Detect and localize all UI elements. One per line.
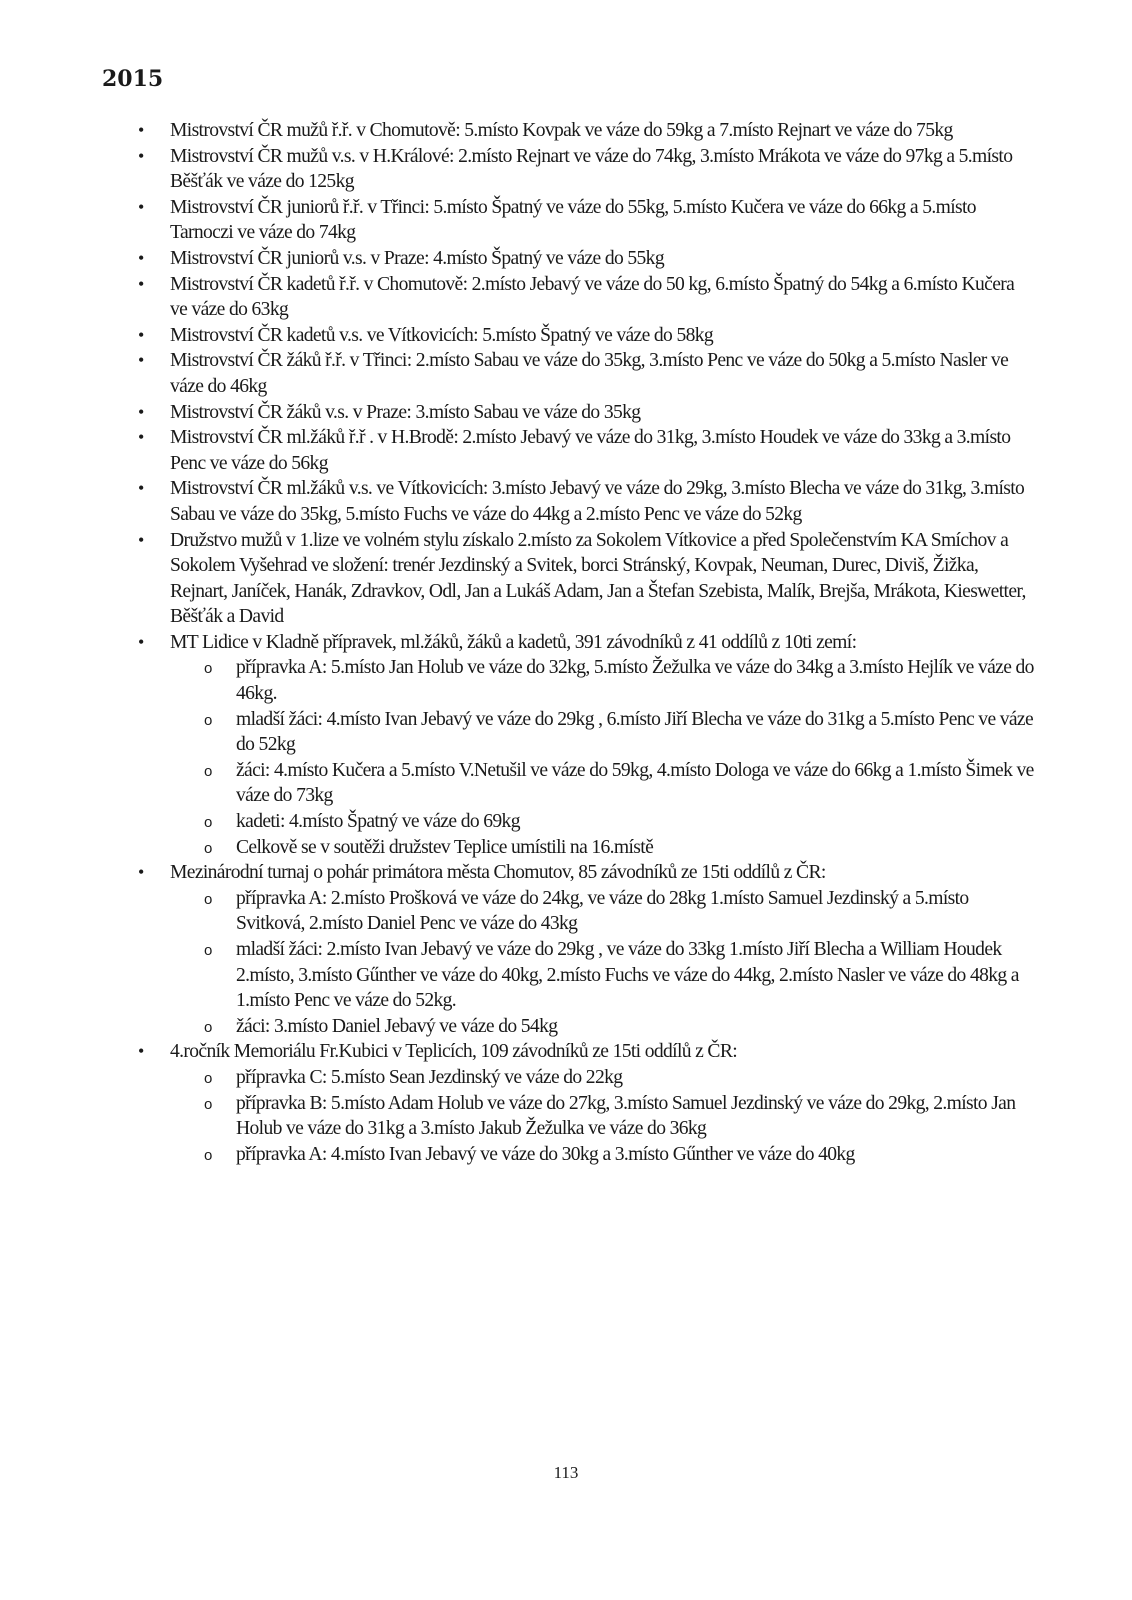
result-list-item	[134, 348, 1034, 399]
result-subitem: o žáci: 4.místo Kučera a 5.místo V.Netušil ve váze do 59kg, 4.místo Dologa ve váze do 66kg a 1.místo Šimek ve váze do 73kg	[170, 758, 1034, 809]
result-subitem-list	[170, 1065, 1034, 1167]
page-year-heading: 2015	[102, 66, 164, 92]
result-list-item	[134, 860, 1034, 1039]
result-list-item	[134, 528, 1034, 630]
page-number: 113	[553, 1463, 579, 1482]
result-item-text: Mistrovství ČR juniorů v.s. v Praze: 4.místo Špatný ve váze do 55kg	[170, 247, 664, 269]
result-subitem: o přípravka A: 2.místo Prošková ve váze do 24kg, ve váze do 28kg 1.místo Samuel Jezdinský a 5.místo Svitková, 2.místo Daniel Penc ve váze do 43kg	[170, 886, 1034, 937]
result-item-text: Mistrovství ČR juniorů ř.ř. v Třinci: 5.místo Špatný ve váze do 55kg, 5.místo Kučera ve váze do 66kg a 5.místo Tarnoczi ve váze do 74kg	[170, 196, 976, 244]
result-subitem-list	[170, 886, 1034, 1040]
result-list-item	[134, 272, 1034, 323]
result-list-item	[134, 195, 1034, 246]
result-item-text: Mistrovství ČR kadetů ř.ř. v Chomutově: 2.místo Jebavý ve váze do 50 kg, 6.místo Špatný do 54kg a 6.místo Kučera ve váze do 63kg	[170, 273, 1015, 321]
result-item-text: Mistrovství ČR mužů ř.ř. v Chomutově: 5.místo Kovpak ve váze do 59kg a 7.místo Rejnart ve váze do 75kg	[170, 120, 953, 141]
result-list-item	[134, 425, 1034, 476]
result-item-text: Mistrovství ČR kadetů v.s. ve Vítkovicích: 5.místo Špatný ve váze do 58kg	[170, 324, 714, 346]
result-subitem: o žáci: 3.místo Daniel Jebavý ve váze do 54kg	[170, 1014, 1034, 1040]
result-item-text: Mistrovství ČR žáků v.s. v Praze: 3.místo Sabau ve váze do 35kg	[170, 401, 641, 423]
result-list-item	[134, 400, 1034, 426]
result-list-item	[134, 323, 1034, 349]
result-subitem: o mladší žáci: 2.místo Ivan Jebavý ve váze do 29kg , ve váze do 33kg 1.místo Jiří Blecha a William Houdek 2.místo, 3.místo Gűnther ve váze do 40kg, 2.místo Fuchs ve váze do 44kg, 2.místo Nasler ve váze do 48kg a 1.místo Penc ve váze do 52kg.	[170, 937, 1034, 1014]
result-item-text: MT Lidice v Kladně přípravek, ml.žáků, žáků a kadetů, 391 závodníků z 41 oddílů z 10ti zemí:	[170, 631, 857, 653]
result-subitem: o přípravka B: 5.místo Adam Holub ve váze do 27kg, 3.místo Samuel Jezdinský ve váze do 29kg, 2.místo Jan Holub ve váze do 31kg a 3.místo Jakub Žežulka ve váze do 36kg	[170, 1091, 1034, 1142]
result-list-item	[134, 246, 1034, 272]
result-list-item	[134, 476, 1034, 527]
result-subitem: o Celkově se v soutěži družstev Teplice umístili na 16.místě	[170, 835, 1034, 861]
results-list	[134, 118, 1034, 1167]
result-item-text: Mistrovství ČR žáků ř.ř. v Třinci: 2.místo Sabau ve váze do 35kg, 3.místo Penc ve váze do 50kg a 5.místo Nasler ve váze do 46kg	[170, 350, 1009, 397]
result-subitem: o kadeti: 4.místo Špatný ve váze do 69kg	[170, 809, 1034, 835]
result-list-item	[134, 1039, 1034, 1167]
result-item-text: Mistrovství ČR ml.žáků v.s. ve Vítkovicích: 3.místo Jebavý ve váze do 29kg, 3.místo Blecha ve váze do 31kg, 3.místo Sabau ve váze do 35kg, 5.místo Fuchs ve váze do 44kg a 2.místo Penc ve váze do 52kg	[170, 478, 1025, 525]
result-list-item	[134, 144, 1034, 195]
result-item-text: Mistrovství ČR ml.žáků ř.ř . v H.Brodě: 2.místo Jebavý ve váze do 31kg, 3.místo Houdek ve váze do 33kg a 3.místo Penc ve váze do 56kg	[170, 427, 1011, 474]
result-item-text: 4.ročník Memoriálu Fr.Kubici v Teplicích, 109 závodníků ze 15ti oddílů z ČR:	[170, 1041, 738, 1063]
results-list-container	[134, 118, 1034, 1167]
result-subitem: o přípravka A: 5.místo Jan Holub ve váze do 32kg, 5.místo Žežulka ve váze do 34kg a 3.místo Hejlík ve váze do 46kg.	[170, 655, 1034, 706]
result-list-item	[134, 118, 1034, 144]
result-item-text: Mistrovství ČR mužů v.s. v H.Králové: 2.místo Rejnart ve váze do 74kg, 3.místo Mrákota ve váze do 97kg a 5.místo Běšťák ve váze do 125kg	[170, 145, 1013, 193]
result-item-text: Mezinárodní turnaj o pohár primátora města Chomutov, 85 závodníků ze 15ti oddílů z ČR:	[170, 862, 826, 884]
result-subitem: o mladší žáci: 4.místo Ivan Jebavý ve váze do 29kg , 6.místo Jiří Blecha ve váze do 31kg a 5.místo Penc ve váze do 52kg	[170, 707, 1034, 758]
result-subitem: o přípravka A: 4.místo Ivan Jebavý ve váze do 30kg a 3.místo Gűnther ve váze do 40kg	[170, 1142, 1034, 1168]
result-subitem: o přípravka C: 5.místo Sean Jezdinský ve váze do 22kg	[170, 1065, 1034, 1091]
result-subitem-list	[170, 655, 1034, 860]
result-list-item	[134, 630, 1034, 860]
result-item-text: Družstvo mužů v 1.lize ve volném stylu získalo 2.místo za Sokolem Vítkovice a před Společenstvím KA Smíchov a Sokolem Vyšehrad ve složení: trenér Jezdinský a Svitek, borci Stránský, Kovpak, Neuman, Durec, Diviš, Žižka, Rejnart, Janíček, Hanák, Zdravkov, Odl, Jan a Lukáš Adam, Jan a Štefan Szebista, Malík, Brejša, Mrákota, Kieswetter, Běšťák a David	[170, 529, 1026, 628]
